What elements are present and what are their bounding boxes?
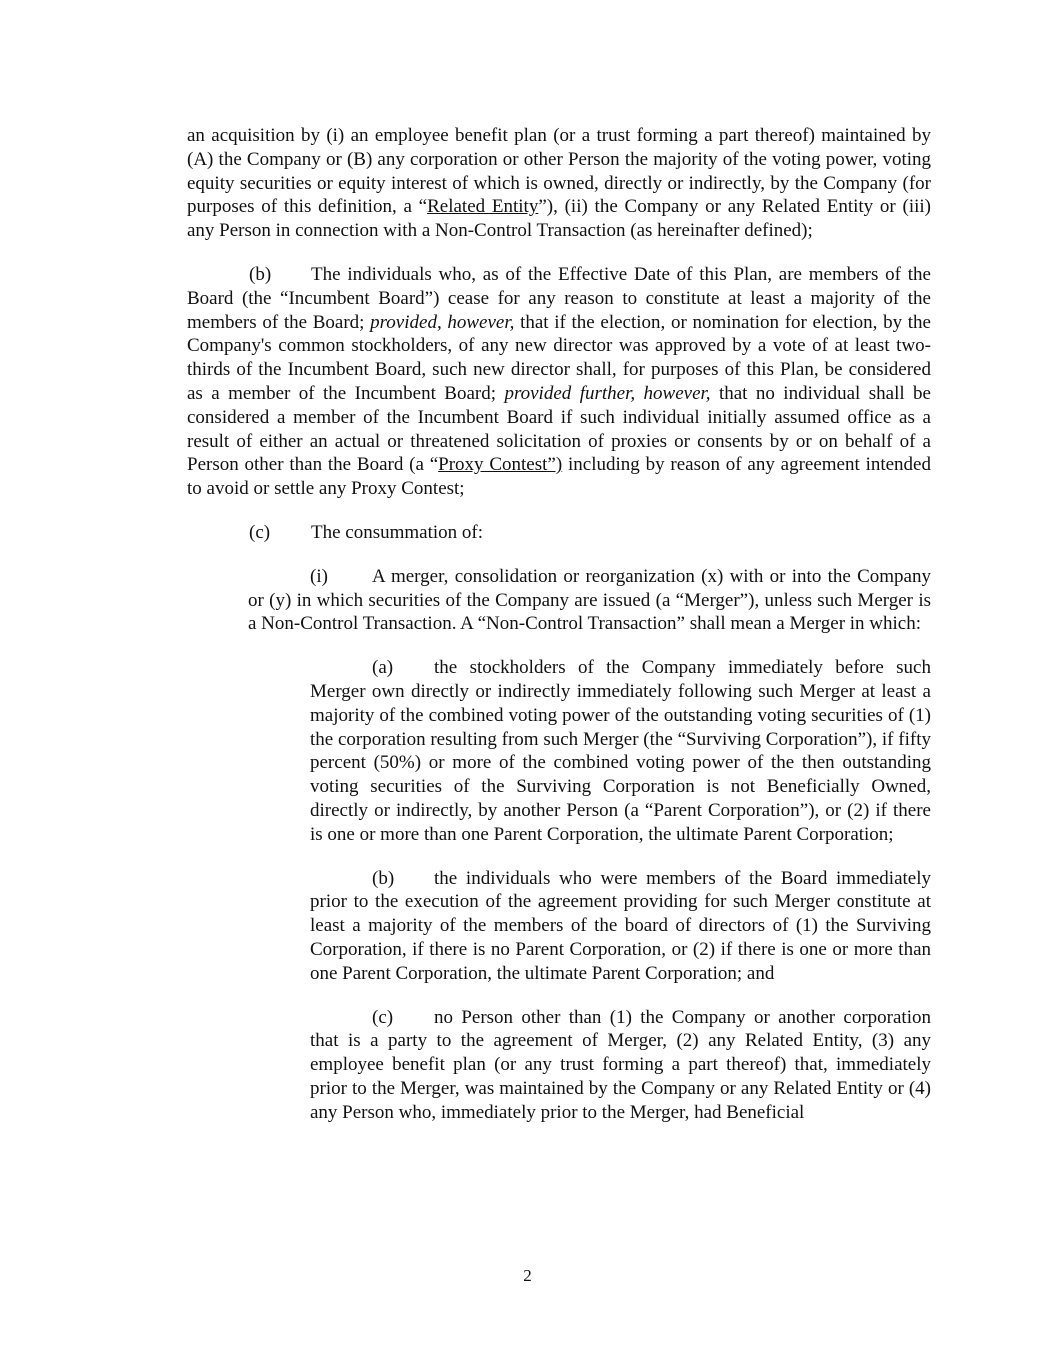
clause-number: (c) [249, 521, 271, 543]
clause-number: (a) [372, 657, 394, 679]
paragraph-c-i-c-no-person [310, 1006, 931, 1125]
text-span: an acquisition by (i) an employee benefit plan (or a trust forming a part thereof) maintained by (A) the Company or (B) any corporation or other Person the majority of the voting power, voting equity securities or equity interest of which is owned, directly or indirectly, by the Company (for purposes of this definition, a “ [187, 125, 931, 218]
text-span: the stockholders of the Company immediately before such Merger own directly or indirectly immediately following such Merger at least a majority of the combined voting power of the outstanding voting securities of (1) the corporation resulting from such Merger (the “Surviving Corporation”), if fifty percent (50%) or more of the combined voting power of the then outstanding voting securities of the Surviving Corporation is not Beneficially Owned, directly or indirectly, by another Person (a “Parent Corporation”), or (2) if there is one or more than one Parent Corporation, the ultimate Parent Corporation; [310, 657, 931, 845]
defined-term-proxy-contest: Proxy Contest [438, 454, 548, 476]
text-span: The consummation of: [311, 521, 484, 543]
paragraph-acquisition-continuation [187, 124, 931, 243]
italic-proviso: provided, however, [370, 311, 515, 333]
text-span: that no individual shall be considered a member of the Incumbent Board if such individual initially assumed office as a result of either an actual or threatened solicitation of proxies or consents by or on behalf of a Person other than the Board (a “ [187, 382, 931, 476]
text-span: including by reason of any agreement intended to avoid or settle any Proxy Contest; [187, 454, 931, 500]
paragraph-c-i-a-stockholders [310, 656, 931, 846]
clause-number: (c) [372, 1006, 394, 1028]
text-span: ”), (ii) the Company or any Related Entity or (iii) any Person in connection with a Non-Control Transaction (as hereinafter defined); [187, 196, 931, 242]
text-span: that if the election, or nomination for election, by the Company's common stockholders, of any new director was approved by a vote of at least two-thirds of the Incumbent Board, such new director shall, for purposes of this Plan, be considered as a member of the Incumbent Board; [187, 311, 931, 404]
clause-number: (b) [372, 867, 395, 889]
paragraph-c-consummation [187, 521, 931, 545]
clause-number: (b) [249, 263, 272, 285]
text-span: ”) [547, 454, 563, 476]
text-span: the individuals who were members of the Board immediately prior to the execution of the agreement providing for such Merger constitute at least a majority of the members of the board of directors of (1) the Surviving Corporation, if there is no Parent Corporation, or (2) if there is one or more than one Parent Corporation, the ultimate Parent Corporation; and [310, 867, 931, 984]
clause-number: (i) [310, 565, 328, 587]
defined-term-related-entity: Related Entity [427, 196, 539, 218]
paragraph-b-incumbent-board [187, 263, 931, 501]
paragraph-c-i-b-board-members [310, 867, 931, 986]
text-span: A merger, consolidation or reorganization (x) with or into the Company or (y) in which securities of the Company are issued (a “Merger”), unless such Merger is a Non-Control Transaction. A “Non-Control Transaction” shall mean a Merger in which: [248, 565, 931, 635]
page-number: 2 [523, 1266, 532, 1285]
text-span: The individuals who, as of the Effective Date of this Plan, are members of the Board (the “Incumbent Board”) cease for any reason to constitute at least a majority of the members of the Board; [187, 263, 931, 333]
italic-proviso: provided further, however, [504, 382, 711, 404]
paragraph-c-i-merger [248, 565, 931, 636]
text-span: no Person other than (1) the Company or another corporation that is a party to the agreement of Merger, (2) any Related Entity, (3) any employee benefit plan (or any trust forming a part thereof) that, immediately prior to the Merger, was maintained by the Company or any Related Entity or (4) any Person who, immediately prior to the Merger, had Beneficial [310, 1006, 931, 1123]
document-body [187, 124, 931, 1144]
